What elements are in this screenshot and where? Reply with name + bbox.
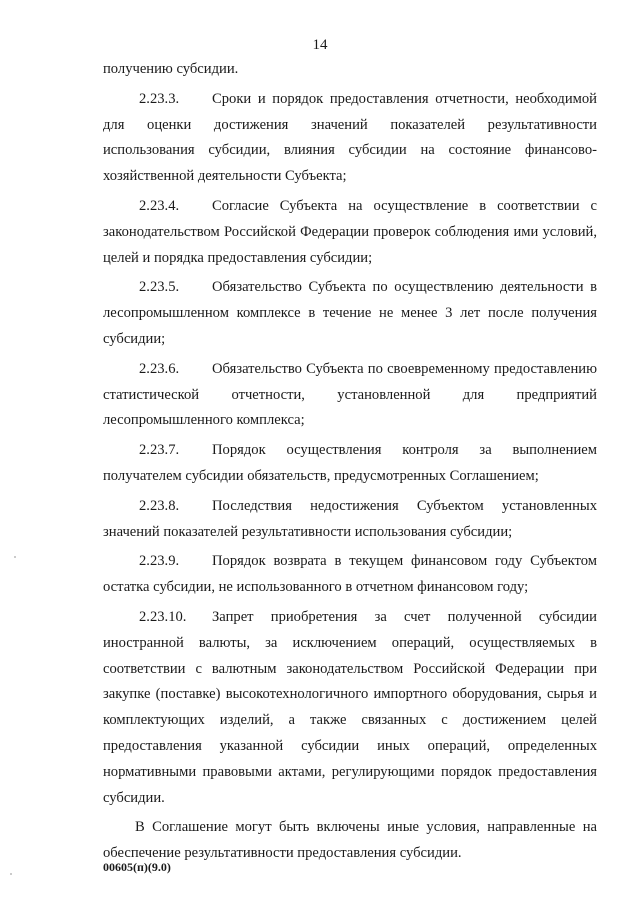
clause-text: Сроки и порядок предоставления отчетности, необходимой для оценки достижения значений показателей результативности использования субсидии, влияния субсидии на состояние финансово-хозяйственной деятельности Субъекта; xyxy=(103,90,597,185)
clause-number: 2.23.7. xyxy=(139,442,180,459)
clause-2-23-10 xyxy=(103,605,597,811)
clause-text: Последствия недостижения Субъектом установленных значений показателей результативности использования субсидии; xyxy=(103,497,597,540)
scan-speck xyxy=(14,556,16,558)
document-body xyxy=(103,57,597,867)
document-code: 00605(п)(9.0) xyxy=(103,860,171,874)
scan-speck xyxy=(10,873,12,875)
clause-number: 2.23.3. xyxy=(139,90,180,107)
clause-text: Согласие Субъекта на осуществление в соответствии с законодательством Российской Федерации проверок соблюдения ими условий, целей и порядка предоставления субсидии; xyxy=(103,197,597,266)
clause-text: Порядок осуществления контроля за выполнением получателем субсидии обязательств, предусмотренных Соглашением; xyxy=(103,442,597,484)
clause-2-23-7 xyxy=(103,438,597,490)
clause-2-23-9 xyxy=(103,549,597,601)
clause-2-23-5 xyxy=(103,275,597,352)
page-number: 14 xyxy=(312,37,328,53)
clause-number: 2.23.6. xyxy=(139,360,180,377)
continuation-text: получению субсидии. xyxy=(103,61,239,77)
clause-2-23-6 xyxy=(103,357,597,434)
clause-2-23-4 xyxy=(103,194,597,271)
final-paragraph: В Соглашение могут быть включены иные условия, направленные на обеспечение результативности предоставления субсидии. xyxy=(103,819,597,862)
clause-text: Запрет приобретения за счет полученной субсидии иностранной валюты, за исключением операций, осуществляемых в соответствии с валютным законодательством Российской Федерации при закупке (поставке) высокотехнологичного импортного оборудования, сырья и комплектующих изделий, а также связанных с достижением целей предоставления указанной субсидии иных операций, определенных нормативными правовыми актами, регулирующими порядок предоставления субсидии. xyxy=(103,608,597,806)
clause-2-23-3 xyxy=(103,87,597,190)
clause-number: 2.23.5. xyxy=(139,279,180,296)
clause-number: 2.23.9. xyxy=(139,553,180,570)
clause-number: 2.23.4. xyxy=(139,197,180,214)
clause-text: Обязательство Субъекта по своевременному предоставлению статистической отчетности, установленной для предприятий лесопромышленного комплекса; xyxy=(103,360,597,429)
clause-number: 2.23.10. xyxy=(139,608,187,625)
clause-text: Порядок возврата в текущем финансовом году Субъектом остатка субсидии, не использованного в отчетном финансовом году; xyxy=(103,553,597,596)
clause-text: Обязательство Субъекта по осуществлению деятельности в лесопромышленном комплексе в течение не менее 3 лет после получения субсидии; xyxy=(103,279,597,347)
clause-number: 2.23.8. xyxy=(139,497,180,514)
clause-2-23-8 xyxy=(103,494,597,546)
